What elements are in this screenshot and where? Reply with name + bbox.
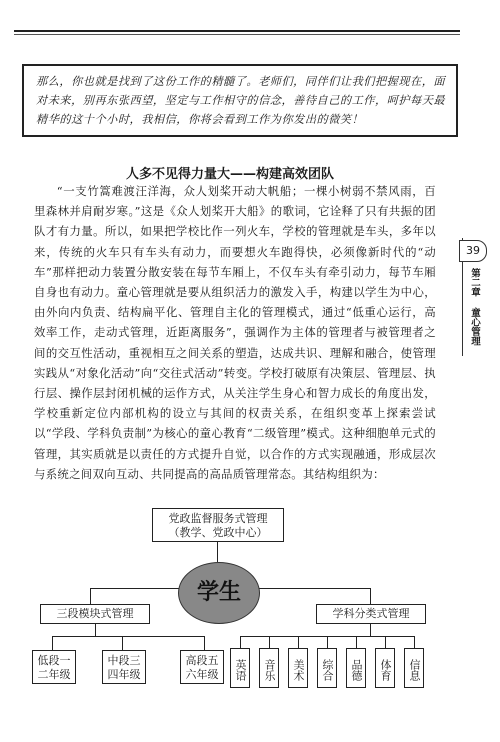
connector [370,624,371,636]
connector [90,588,180,589]
connector [122,636,123,650]
paragraph: “一支竹篙难渡汪洋海，众人划桨开动大帆船；一棵小树弱不禁风雨，百里森林并肩耐岁寒。”这是《众人划桨开大船》的歌词，它诠释了只有共振的团队才有力量。所以，如果把学校比作一列火车，学校的管理就是车头，多年以来，传统的火车只有车头有动力，而要想火车跑得快，必须像新时代的“动车”那样把动力装置分散安装在每节车厢上，不仅车头有牵引动力，每节车厢自身也有动力。童心管理就是要从组织活力的激发入手，构建以学生为中心，由外向内负责、结构扁平化、管理自主化的管理模式，通过“低重心运行，高效率工作，走动式管理，近距离服务”，强调作为主体的管理者与被管理者之间的交互性活动，重视相互之间关系的塑造，达成共识、理解和融合，使管理实践从“对象化活动”向“交往式活动”转变。学校打破原有决策层、管理层、执行层、操作层封闭机械的运作方式，从关注学生身心和智力成长的角度出发，学校重新定位内部机构的设立与其间的权责关系，在组织变革上探索尝试以“学段、学科负责制”为核心的童心教育“二级管理”模式。这种细胞单元式的管理，其实质就是以责任的方式提升自觉，以合作的方式实现融通，形成层次与系统之间双向互动、共同提高的高品质管理常态。其结构组织为： [34,184,436,481]
leaf-music: 音乐 [259,648,279,688]
page-number: 39 [459,240,487,262]
connector [204,636,205,650]
body-text [34,181,436,484]
connector [385,636,386,648]
connector [217,542,218,562]
quote-box: 那么，你也就是找到了这份工作的精髓了。老师们，同伴们让我们把握现在，面对未来，别再东张西望，坚定与工作相守的信念，善待自己的工作，呵护每天最精华的这十个小时，我相信，你将会看到工作为你发出的微笑！ [22,64,458,137]
connector [90,588,91,604]
top-management-box [152,508,284,542]
leaf-art: 美术 [288,648,308,688]
top-rule [14,30,460,32]
leaf-integrated: 综合 [317,648,337,688]
connector [269,636,270,648]
top-rule-secondary [14,34,460,35]
connector [327,636,328,648]
top-box-line2: （教学、党政中心） [168,526,268,539]
leaf-pe: 体育 [375,648,395,688]
leaf-it: 信息 [404,648,424,688]
left-branch-box: 三段模块式管理 [40,604,150,624]
section-heading: 人多不见得力量大——构建高效团队 [125,167,334,182]
leaf-upper-grades: 高段五 六年级 [180,650,224,684]
connector [95,624,96,636]
leaf-middle-grades: 中段三 四年级 [102,650,146,684]
student-center-circle: 学生 [178,562,260,624]
org-structure-diagram [30,508,450,698]
connector [370,588,371,604]
chapter-label: 第二章 童心管理 [469,268,480,346]
connector [52,636,53,650]
connector [414,636,415,648]
connector [240,636,241,648]
connector [298,636,299,648]
right-branch-box: 学科分类式管理 [316,604,426,624]
leaf-lower-grades: 低段一 二年级 [32,650,76,684]
connector [356,636,357,648]
leaf-english: 英语 [230,648,250,688]
top-box-line1: 党政监督服务式管理 [168,512,268,525]
leaf-morality: 品德 [346,648,366,688]
connector [256,588,370,589]
connector [52,636,204,637]
